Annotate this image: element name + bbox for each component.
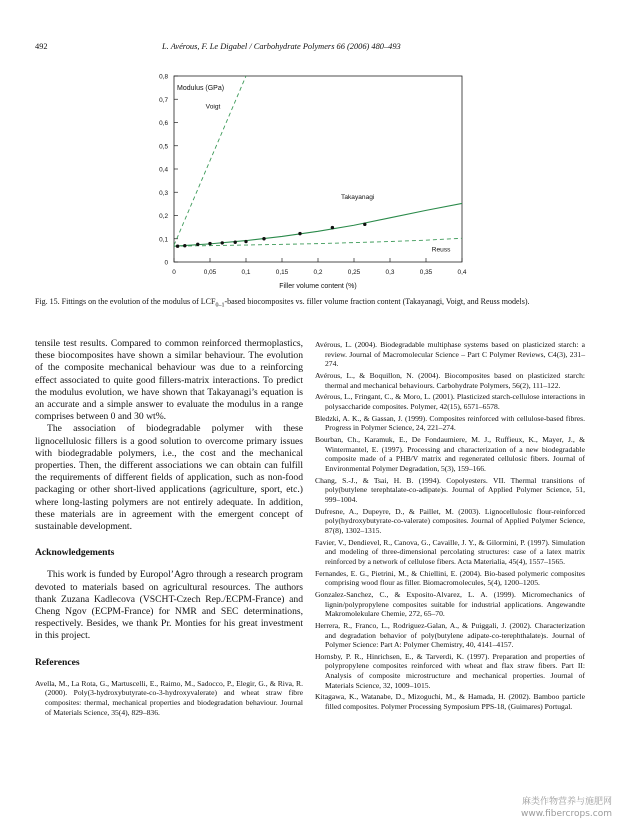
- data-point: [221, 241, 224, 244]
- references-heading: References: [35, 656, 80, 668]
- x-tick-label: 0,2: [313, 269, 323, 276]
- y-tick-label: 0,3: [159, 189, 168, 197]
- data-point: [298, 232, 301, 235]
- y-tick-label: 0,5: [159, 143, 168, 151]
- caption-subscript: 0–1: [215, 302, 225, 309]
- reference-item: Dufresne, A., Dupeyre, D., & Paillet, M. (2003). Lignocellulosic flour-reinforced poly(hydroxybutyrate-co-valerate) composites. Journal of Applied Polymer Science, 87(8), 1302–1315.: [315, 506, 585, 535]
- reference-item: Herrera, R., Franco, L., Rodriguez-Galan, A., & Puiggali, J. (2002). Characterization and degradation behavior of poly(butylene adipate-co-terephthalate)s. Journal of Polymer Science: Part A: Polymer Chemistry, 40, 4141–4157.: [315, 620, 585, 650]
- x-tick-label: 0,1: [241, 269, 251, 276]
- reference-item: Fernandes, E. G., Pietrini, M., & Chiellini, E. (2004). Bio-based polymeric composites comprising wood flour as filler. Biomacromolecules, 5(4), 1200–1205.: [315, 568, 585, 588]
- reference-avella: Avella, M., La Rota, G., Martuscelli, E., Raimo, M., Sadocco, P., Elegir, G., & Riva, R. (2000). Poly(3-hydroxybutyrate-co-3-hydroxyvalerate) and wheat straw fibre composites: thermal, mechanical properties and biodegradation behaviour. Journal of Materials Science, 35(4), 829–836.: [35, 678, 303, 717]
- x-tick-label: 0,15: [275, 269, 289, 276]
- data-point: [234, 241, 237, 244]
- caption-text-after: -based biocomposites vs. filler volume fraction content (Takayanagi, Voigt, and Reuss models).: [224, 297, 530, 306]
- reference-item: Bourban, Ch., Karamuk, E., De Fondaumiere, M. J., Ruffieux, K., Mayer, J., & Wintermantel, E. (1997). Processing and characterization of a new biodegradable composite made of a PHB/V matrix and regenerated cellulosic fibers. Journal of Environmental Polymer Degradation, 5(3), 159–166.: [315, 435, 585, 473]
- x-tick-label: 0,35: [419, 269, 433, 276]
- series-label-voigt: Voigt: [205, 103, 221, 111]
- data-point: [208, 242, 211, 245]
- y-tick-label: 0,7: [159, 96, 168, 104]
- page-number: 492: [35, 42, 48, 51]
- data-point: [176, 244, 179, 247]
- data-point: [183, 244, 186, 247]
- caption-text-before: Fittings on the evolution of the modulus of LCF: [59, 297, 216, 306]
- reference-item: Chang, S.-J., & Tsai, H. B. (1994). Copolyesters. VII. Thermal transitions of poly(butylene terephtalate-co-adipate)s. Journal of Applied Polymer Science, 51, 999–1004.: [315, 475, 585, 504]
- data-point: [196, 243, 199, 246]
- data-point: [331, 226, 334, 229]
- running-header: [0, 42, 620, 56]
- data-point: [363, 223, 366, 226]
- acknowledgements-text: This work is funded by Europol’Agro through a research program devoted to materials based on agricultural resources. The authors thank Zuzana Kadlecova (VSCHT-Czech Rep./ECPM-France) and Cheng Ngov (ECPM-France) for NMR and SEC determinations, respectively. Besides, we thank Pr. Monties for his great investment in this project.: [35, 569, 303, 642]
- references-list: [315, 340, 585, 714]
- x-axis-label: Filler volume content (%): [279, 283, 357, 290]
- paragraph-conclusion-2: The association of biodegradable polymer with these lignocellulosic fillers is a good solution to overcome primary issues with biodegradable polymers, i.e., the cost and the mechanical properties. Then, the different associations we can obtain can fulfill the requirements of different fields of application, such as non-food packaging or other short-lived applications (agriculture, sport, etc.) where long-lasting polymers are not entirely adequate. In addition, these materials are in agreement with the emergent concept of sustainable development.: [35, 423, 303, 533]
- x-tick-label: 0,3: [385, 269, 395, 276]
- y-tick-label: 0: [164, 259, 168, 267]
- x-tick-label: 0,4: [457, 269, 467, 276]
- y-tick-label: 0,6: [159, 120, 168, 127]
- data-point: [244, 240, 247, 243]
- acknowledgements-heading: Acknowledgements: [35, 547, 115, 559]
- watermark-url: www.fibercrops.com: [521, 809, 612, 819]
- reference-item: Gonzalez-Sanchez, C., & Exposito-Alvarez, L. A. (1999). Micromechanics of lignin/polypropylene composites suitable for industrial applications. Angewandte Makromolekulare Chemie, 272, 65–70.: [315, 589, 585, 619]
- data-point: [262, 237, 265, 240]
- modulus-chart: [140, 68, 480, 290]
- y-tick-label: 0,8: [159, 73, 168, 81]
- x-tick-label: 0,25: [347, 269, 361, 276]
- series-label-takayanagi: Takayanagi: [341, 194, 375, 202]
- left-column: [35, 338, 303, 717]
- series-line-reuss: [174, 238, 462, 246]
- series-line-takayanagi: [174, 203, 462, 246]
- series-label-reuss: Reuss: [431, 246, 451, 254]
- paragraph-conclusion-1: tensile test results. Compared to common reinforced thermoplastics, these biocomposites have shown a similar behaviour. The evolution of the composite mechanical behaviour was due to a reinforcing effect associated to quite good fillers-matrix interactions. To predict the modulus evolution, we have shown that Takayanagi’s equation is an accurate and a simple answer to evaluate the modulus in a range comprises between 0 and 30 wt%.: [35, 338, 303, 423]
- watermark: [521, 796, 612, 820]
- figure-caption: [35, 296, 585, 312]
- reference-item: Hornsby, P. R., Hinrichsen, E., & Tarverdi, K. (1997). Preparation and properties of polypropylene composites reinforced with wheat and flax straw fibers. Part II: Analysis of composite microstructure and mechanical properties. Journal of Materials Science, 32, 1009–1015.: [315, 651, 585, 690]
- reference-item: Favier, V., Dendievel, R., Canova, G., Cavaille, J. Y., & Gilormini, P. (1997). Simulation and modeling of three-dimensional percolating structures: case of a latex matrix reinforced by a network of cellulose fibers. Acta Materialia, 45(4), 1557–1565.: [315, 537, 585, 566]
- reference-item: Avérous, L., Fringant, C., & Moro, L. (2001). Plasticized starch-cellulose interactions in polysaccharide composites. Polymer, 42(15), 6571–6578.: [315, 392, 585, 411]
- x-tick-label: 0,05: [203, 269, 217, 276]
- running-title: L. Avérous, F. Le Digabel / Carbohydrate Polymers 66 (2006) 480–493: [162, 42, 401, 51]
- x-tick-label: 0: [172, 269, 176, 276]
- watermark-cn: 麻类作物营养与施肥网: [521, 797, 612, 807]
- caption-label: Fig. 15.: [35, 297, 60, 306]
- reference-item: Bledzki, A. K., & Gassan, J. (1999). Composites reinforced with cellulose-based fibres. Progress in Polymer Science, 24, 221–274.: [315, 413, 585, 433]
- y-tick-label: 0,4: [159, 166, 168, 174]
- y-tick-label: 0,1: [159, 236, 168, 244]
- reference-item: Avérous, L., & Boquillon, N. (2004). Biocomposites based on plasticized starch: thermal and mechanical behaviours. Carbohydrate Polymers, 56(2), 111–122.: [315, 370, 585, 390]
- series-line-voigt: [174, 76, 246, 245]
- reference-item: Kitagawa, K., Watanabe, D., Mizoguchi, M., & Hamada, H. (2002). Bamboo particle filled composites. Polymer Processing Symposium PPS-18, (Guimares) Portugal.: [315, 692, 585, 712]
- y-axis-label: Modulus (GPa): [177, 85, 225, 92]
- reference-item: Avérous, L. (2004). Biodegradable multiphase systems based on plasticized starch: a review. Journal of Macromolecular Science – Part C Polymer Reviews, C4(3), 231–274.: [315, 340, 585, 369]
- y-tick-label: 0,2: [159, 213, 168, 220]
